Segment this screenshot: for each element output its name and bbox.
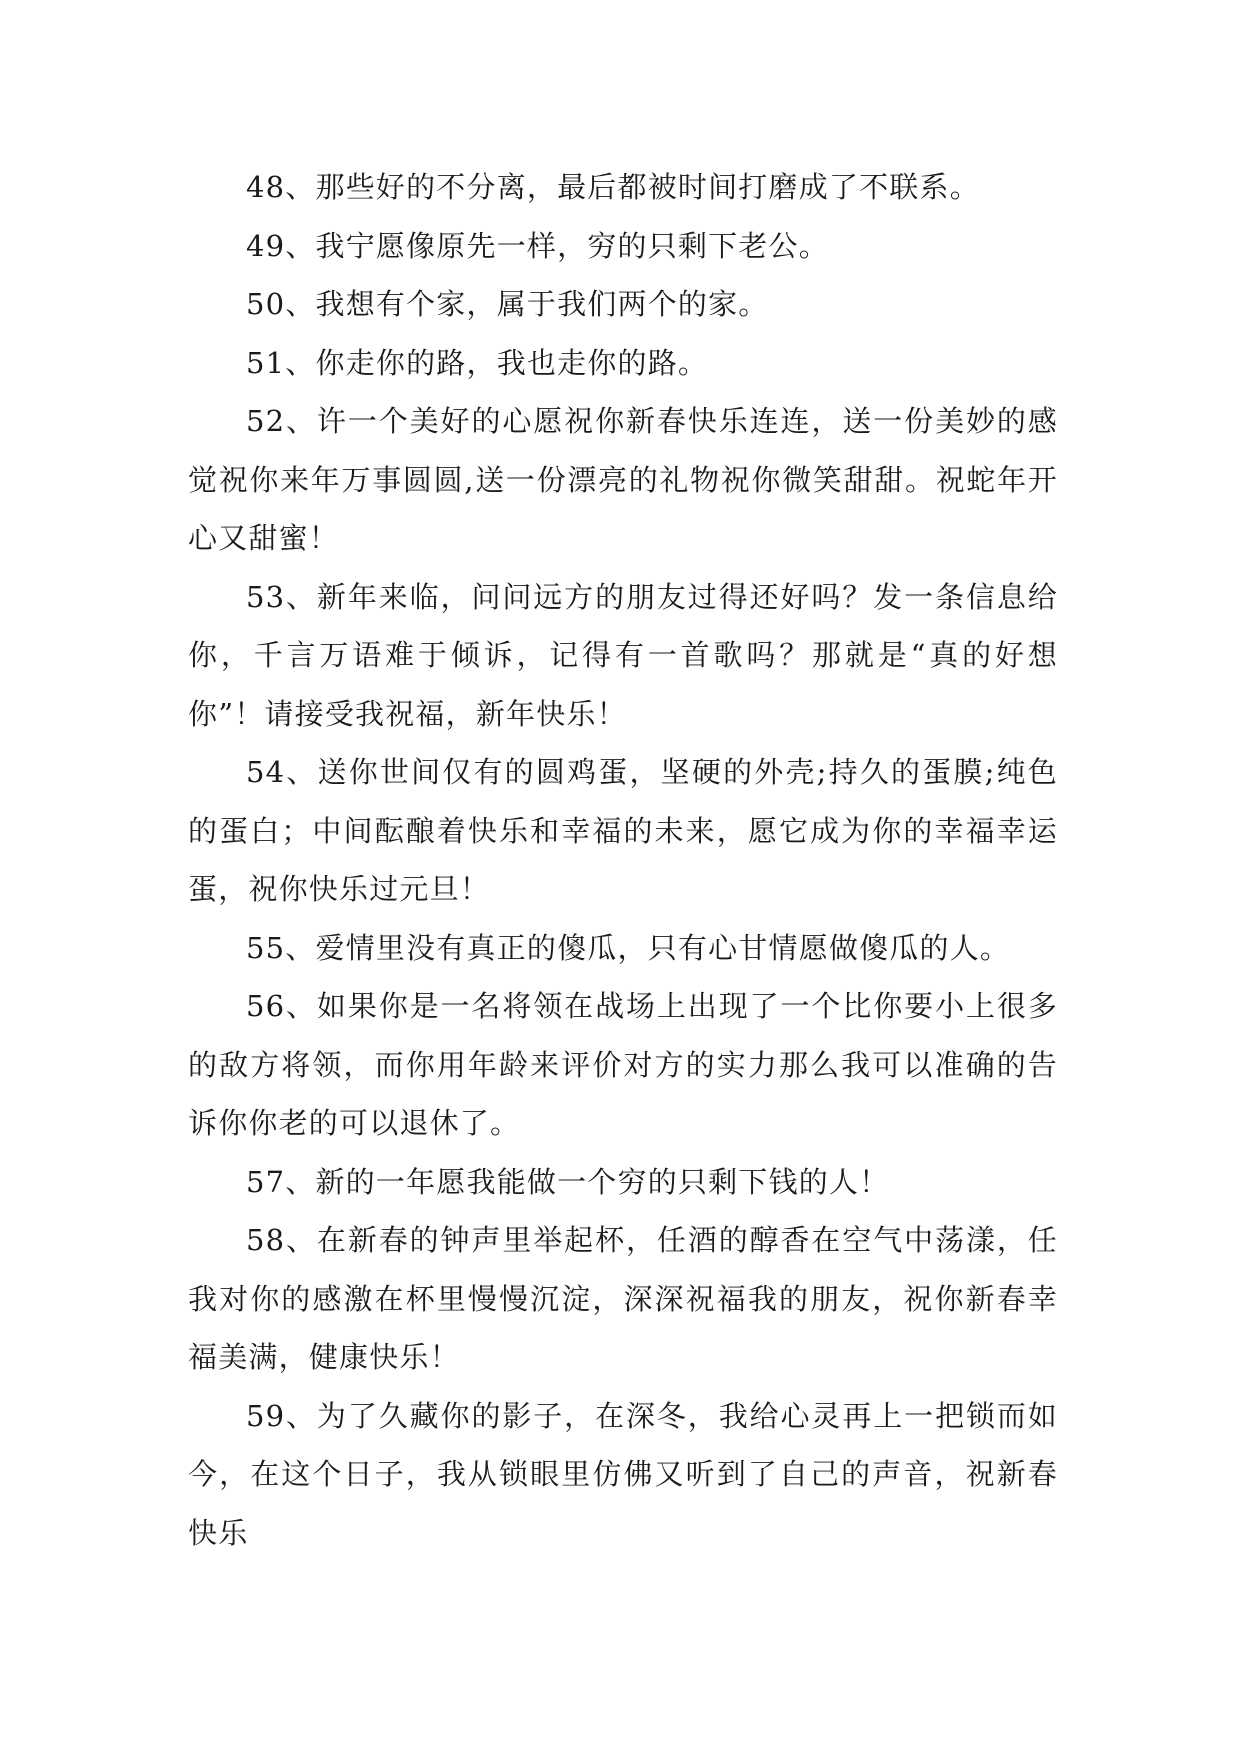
paragraph-51: 51、你走你的路，我也走你的路。 [246, 345, 709, 380]
paragraph-58: 58、在新春的钟声里举起杯，任酒的醇香在空气中荡漾，任我对你的感激在杯里慢慢沉淀，深深祝福我的朋友，祝你新春幸福美满，健康快乐！ [188, 1223, 1058, 1374]
paragraph-53: 53、新年来临，问问远方的朋友过得还好吗？发一条信息给你，千言万语难于倾诉，记得有一首歌吗？那就是“真的好想你”！请接受我祝福，新年快乐！ [188, 579, 1058, 731]
paragraph-54: 54、送你世间仅有的圆鸡蛋，坚硬的外壳;持久的蛋膜;纯色的蛋白；中间酝酿着快乐和幸福的未来，愿它成为你的幸福幸运蛋，祝你快乐过元旦！ [188, 755, 1058, 906]
paragraph-49: 49、我宁愿像原先一样，穷的只剩下老公。 [246, 228, 829, 263]
paragraph-57: 57、新的一年愿我能做一个穷的只剩下钱的人！ [246, 1164, 890, 1199]
paragraph-55: 55、爱情里没有真正的傻瓜，只有心甘情愿做傻瓜的人。 [246, 930, 1011, 965]
paragraph-50: 50、我想有个家，属于我们两个的家。 [246, 287, 769, 321]
paragraph-56: 56、如果你是一名将领在战场上出现了一个比你要小上很多的敌方将领，而你用年龄来评价对方的实力那么我可以准确的告诉你你老的可以退休了。 [188, 989, 1058, 1140]
paragraph-52: 52、许一个美好的心愿祝你新春快乐连连，送一份美妙的感觉祝你来年万事圆圆,送一份漂亮的礼物祝你微笑甜甜。祝蛇年开心又甜蜜！ [188, 404, 1058, 555]
paragraph-48: 48、那些好的不分离，最后都被时间打磨成了不联系。 [246, 170, 980, 204]
document-body [188, 158, 1058, 1562]
paragraph-59: 59、为了久藏你的影子，在深冬，我给心灵再上一把锁而如今，在这个日子，我从锁眼里仿佛又听到了自己的声音，祝新春快乐 [188, 1398, 1058, 1550]
